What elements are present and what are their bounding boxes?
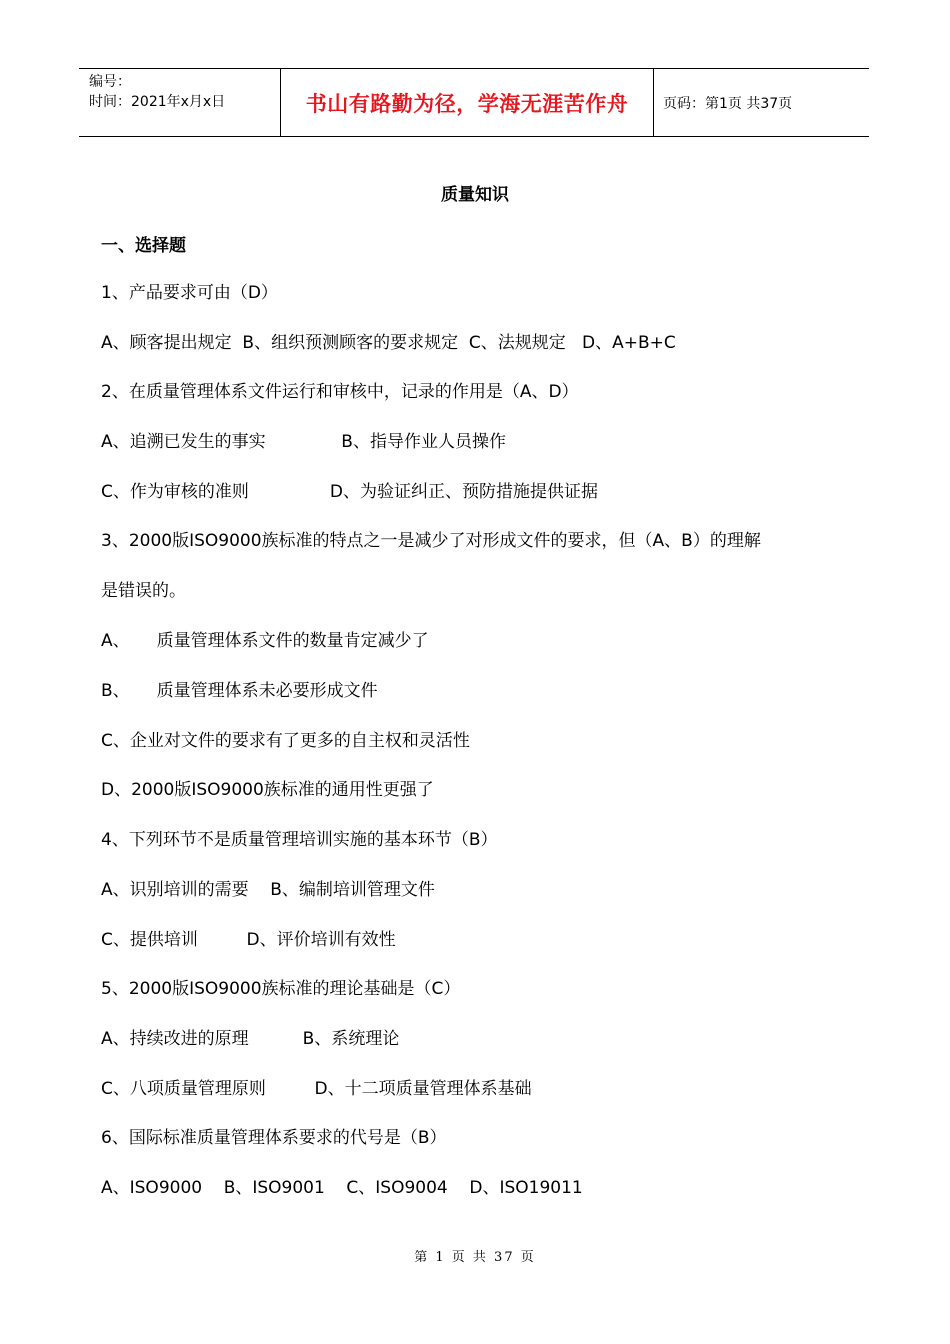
question-line: 6、国际标准质量管理体系要求的代号是（B） — [101, 1128, 447, 1148]
option-line: A、ISO9000 B、ISO9001 C、ISO9004 D、ISO19011 — [101, 1178, 583, 1198]
option-line: D、2000版ISO9000族标准的通用性更强了 — [101, 780, 434, 800]
option-line: A、顾客提出规定 B、组织预测顾客的要求规定 C、法规规定 D、A+B+C — [101, 333, 676, 353]
serial-number-label: 编号： — [89, 74, 131, 90]
header-page-cell — [654, 69, 869, 136]
document-header — [79, 68, 869, 137]
header-motto-cell — [281, 69, 654, 136]
question-line: 3、2000版ISO9000族标准的特点之一是减少了对形成文件的要求，但（A、B）的理解 — [101, 531, 761, 551]
option-line: A、识别培训的需要 B、编制培训管理文件 — [101, 880, 435, 900]
option-line: C、八项质量管理原则 D、十二项质量管理体系基础 — [101, 1079, 532, 1099]
option-line: A、 质量管理体系文件的数量肯定减少了 — [101, 631, 429, 651]
header-meta-cell — [79, 69, 281, 136]
option-line: A、持续改进的原理 B、系统理论 — [101, 1029, 400, 1049]
page-footer: 第 1 页 共 37 页 — [414, 1250, 536, 1265]
time-label: 时间：2021年x月x日 — [89, 94, 226, 110]
option-line: C、提供培训 D、评价培训有效性 — [101, 930, 396, 950]
question-line: 5、2000版ISO9000族标准的理论基础是（C） — [101, 979, 461, 999]
option-line: C、作为审核的准则 D、为验证纠正、预防措施提供证据 — [101, 482, 599, 502]
page-info: 页码：第1页 共37页 — [663, 95, 793, 112]
motto-text: 书山有路勤为径，学海无涯苦作舟 — [305, 91, 629, 116]
document-title: 质量知识 — [441, 185, 509, 205]
option-line: C、企业对文件的要求有了更多的自主权和灵活性 — [101, 731, 470, 751]
question-line: 2、在质量管理体系文件运行和审核中，记录的作用是（A、D） — [101, 382, 579, 402]
question-line: 4、下列环节不是质量管理培训实施的基本环节（B） — [101, 830, 498, 850]
question-line-continuation: 是错误的。 — [101, 581, 186, 601]
section-heading: 一、选择题 — [101, 236, 186, 256]
option-line: B、 质量管理体系未必要形成文件 — [101, 681, 378, 701]
question-line: 1、产品要求可由（D） — [101, 283, 278, 303]
option-line: A、追溯已发生的事实 B、指导作业人员操作 — [101, 432, 506, 452]
